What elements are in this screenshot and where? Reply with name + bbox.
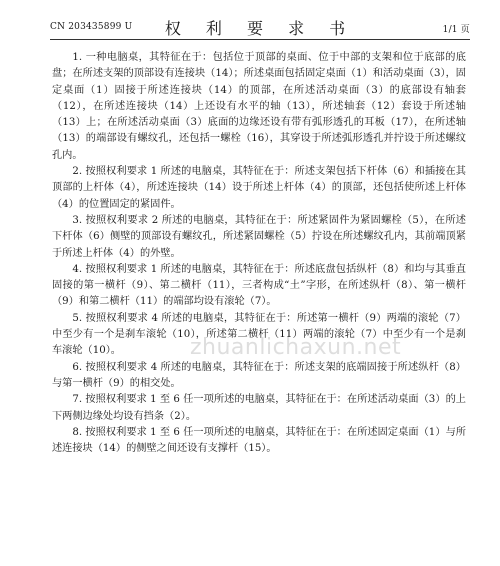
claim-4: 4. 按照权利要求 1 所述的电脑桌，其特征在于：所述底盘包括纵杆（8）和均与其垂直固接的第一横杆（9）、第二横杆（11），三者构成“土”字形，在所述纵杆（8）、第一横杆（9）和第二横杆（11）的端部均设有滚轮（7）。 [52,263,466,308]
patent-number: CN 203435899 U [50,22,133,32]
claim-3: 3. 按照权利要求 2 所述的电脑桌，其特征在于：所述紧固件为紧固螺栓（5），在所述下杆体（6）侧壁的顶部设有螺纹孔，所述紧固螺栓（5）拧设在所述螺纹孔内，其前端顶紧于所述上杆体（4）的外壁。 [52,214,466,259]
document-title: 权 利 要 求 书 [164,19,356,38]
claims-body [52,50,466,457]
page-number: 1/1 页 [442,25,470,35]
claim-8: 8. 按照权利要求 1 至 6 任一项所述的电脑桌，其特征在于：在所述固定桌面（1）与所述连接块（14）的侧壁之间还设有支撑杆（15）。 [52,426,466,455]
watermark: zhuanlichaxun.net [190,335,402,360]
claim-5: 5. 按照权利要求 4 所述的电脑桌，其特征在于：所述第一横杆（9）两端的滚轮（7）中至少有一个是刹车滚轮（10），所述第二横杆（11）两端的滚轮（7）中至少有一个是刹车滚轮（10）。 [52,312,466,357]
header-rule [50,39,470,40]
page-header [50,14,470,36]
claim-1: 1. 一种电脑桌，其特征在于：包括位于顶部的桌面、位于中部的支架和位于底部的底盘；在所述支架的顶部设有连接块（14）；所述桌面包括固定桌面（1）和活动桌面（3），固定桌面（1）固接于所述连接块（14）的顶部，在所述活动桌面（3）的底部设有轴套（12），在所述连接块（14）上还设有水平的轴（13），所述轴套（12）套设于所述轴（13）上；在所述活动桌面（3）底面的边缘还设有带有弧形透孔的耳板（17），在所述轴（13）的端部设有螺纹孔，还包括一螺栓（16），其穿设于所述弧形透孔并拧设于所述螺纹孔内。 [52,52,466,161]
claim-2: 2. 按照权利要求 1 所述的电脑桌，其特征在于：所述支架包括下杆体（6）和插接在其顶部的上杆体（4），所述连接块（14）设于所述上杆体（4）的顶部，还包括使所述上杆体（4）的位置固定的紧固件。 [52,166,466,210]
claim-6: 6. 按照权利要求 4 所述的电脑桌，其特征在于：所述支架的底端固接于所述纵杆（8）与第一横杆（9）的相交处。 [52,361,466,389]
claim-7: 7. 按照权利要求 1 至 6 任一项所述的电脑桌，其特征在于：在所述活动桌面（3）的上下两侧边缘处均设有挡条（2）。 [52,394,466,422]
